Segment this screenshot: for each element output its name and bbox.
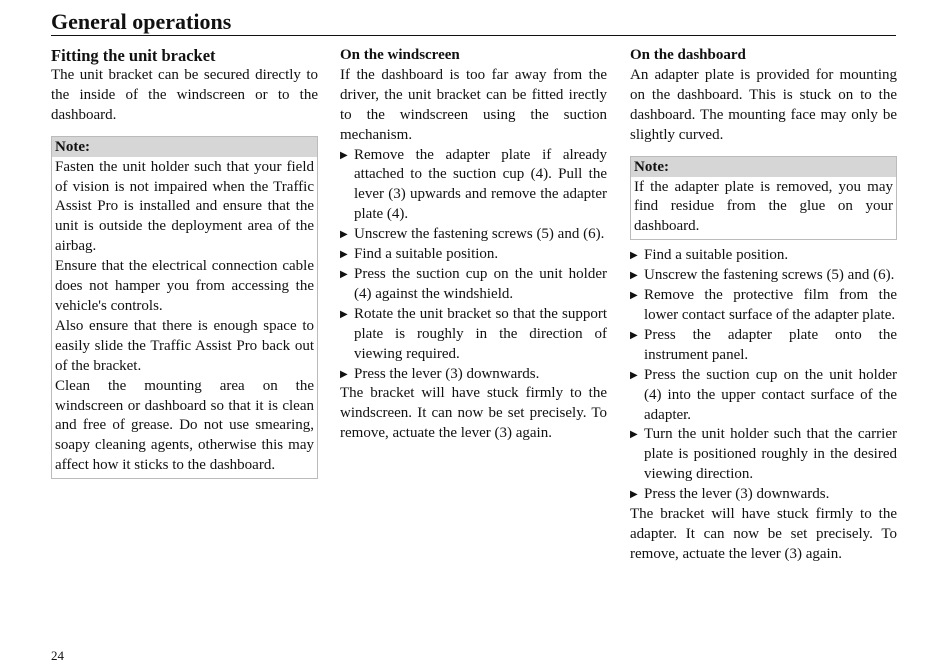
note-body xyxy=(631,177,896,240)
note-paragraph: Also ensure that there is enough space to easily slide the Traffic Assist Pro back out of the bracket. xyxy=(55,317,314,374)
fitting-intro: The unit bracket can be secured directly to the inside of the windscreen or to the dashboard. xyxy=(51,66,318,123)
bullet-arrow-icon: ▶ xyxy=(630,250,638,262)
bullet-arrow-icon: ▶ xyxy=(340,368,348,380)
column-windscreen xyxy=(340,46,607,444)
page-number: 24 xyxy=(51,648,64,663)
bullet-arrow-icon: ▶ xyxy=(630,290,638,302)
bullet-arrow-icon: ▶ xyxy=(630,369,638,381)
step-item: ▶ Remove the protective film from the lower contact surface of the adapter plate. xyxy=(630,287,897,323)
bullet-arrow-icon: ▶ xyxy=(630,329,638,341)
step-item: ▶ Press the suction cup on the unit holder (4) against the windshield. xyxy=(340,265,607,302)
section-heading-dashboard: On the dashboard xyxy=(630,47,746,63)
note-paragraph: Clean the mounting area on the windscreen or dashboard so that it is clean and free of grease. Do not use smearing, soapy cleaning agents, otherwise this may affect how it sticks to the dashboard. xyxy=(55,377,314,474)
note-body xyxy=(52,157,317,479)
step-item: ▶ Rotate the unit bracket so that the support plate is roughly in the direction of viewing required. xyxy=(340,305,607,362)
section-heading-windscreen: On the windscreen xyxy=(340,47,460,63)
bullet-arrow-icon: ▶ xyxy=(340,308,348,320)
step-item: ▶ Unscrew the fastening screws (5) and (6). xyxy=(340,225,607,245)
windscreen-intro: If the dashboard is too far away from the driver, the unit bracket can be fitted irectly to the windscreen using the suction mechanism. xyxy=(340,66,607,143)
bullet-arrow-icon: ▶ xyxy=(630,489,638,501)
note-label: Note: xyxy=(52,137,317,157)
step-item: ▶ Unscrew the fastening screws (5) and (6). xyxy=(630,266,897,286)
step-item: ▶ Press the suction cup on the unit holder (4) into the upper contact surface of the adapter. xyxy=(630,366,897,423)
section-heading-fitting: Fitting the unit bracket xyxy=(51,46,216,65)
column-dashboard xyxy=(630,46,897,565)
bullet-arrow-icon: ▶ xyxy=(630,429,638,441)
step-item: ▶ Press the adapter plate onto the instrument panel. xyxy=(630,326,897,363)
step-item: ▶ Find a suitable position. xyxy=(340,245,607,265)
bullet-arrow-icon: ▶ xyxy=(630,270,638,282)
note-box-adapter xyxy=(630,156,897,241)
note-label: Note: xyxy=(631,157,896,177)
bullet-arrow-icon: ▶ xyxy=(340,149,348,161)
bullet-arrow-icon: ▶ xyxy=(340,249,348,261)
step-item: ▶ Remove the adapter plate if already attached to the suction cup (4). Pull the lever (3) upwards and remove the adapter plate (4). xyxy=(340,146,607,223)
step-item: ▶ Find a suitable position. xyxy=(630,246,897,266)
bullet-arrow-icon: ▶ xyxy=(340,229,348,241)
windscreen-outro: The bracket will have stuck firmly to the windscreen. It can now be set precisely. To remove, actuate the lever (3) again. xyxy=(340,385,607,442)
note-paragraph: Ensure that the electrical connection cable does not hamper you from accessing the vehicle's controls. xyxy=(55,258,314,314)
dashboard-steps xyxy=(630,246,897,505)
bullet-arrow-icon: ▶ xyxy=(340,268,348,280)
step-item: ▶ Press the lever (3) downwards. xyxy=(340,365,607,385)
page-title: General operations xyxy=(51,8,896,36)
column-fitting-bracket xyxy=(51,46,318,479)
dashboard-intro: An adapter plate is provided for mounting on the dashboard. This is stuck on to the dashboard. The mounting face may only be slightly curved. xyxy=(630,66,897,143)
step-item: ▶ Turn the unit holder such that the carrier plate is positioned roughly in the desired viewing direction. xyxy=(630,426,897,483)
windscreen-steps xyxy=(340,146,607,385)
step-item: ▶ Press the lever (3) downwards. xyxy=(630,485,897,505)
note-paragraph: If the adapter plate is removed, you may find residue from the glue on your dashboard. xyxy=(634,178,893,235)
dashboard-outro: The bracket will have stuck firmly to the adapter. It can now be set precisely. To remove, actuate the lever (3) again. xyxy=(630,506,897,562)
note-paragraph: Fasten the unit holder such that your field of vision is not impaired when the Traffic Assist Pro is installed and ensure that the unit is outside the deployment area of the airbag. xyxy=(55,158,314,255)
note-box-safety xyxy=(51,136,318,480)
